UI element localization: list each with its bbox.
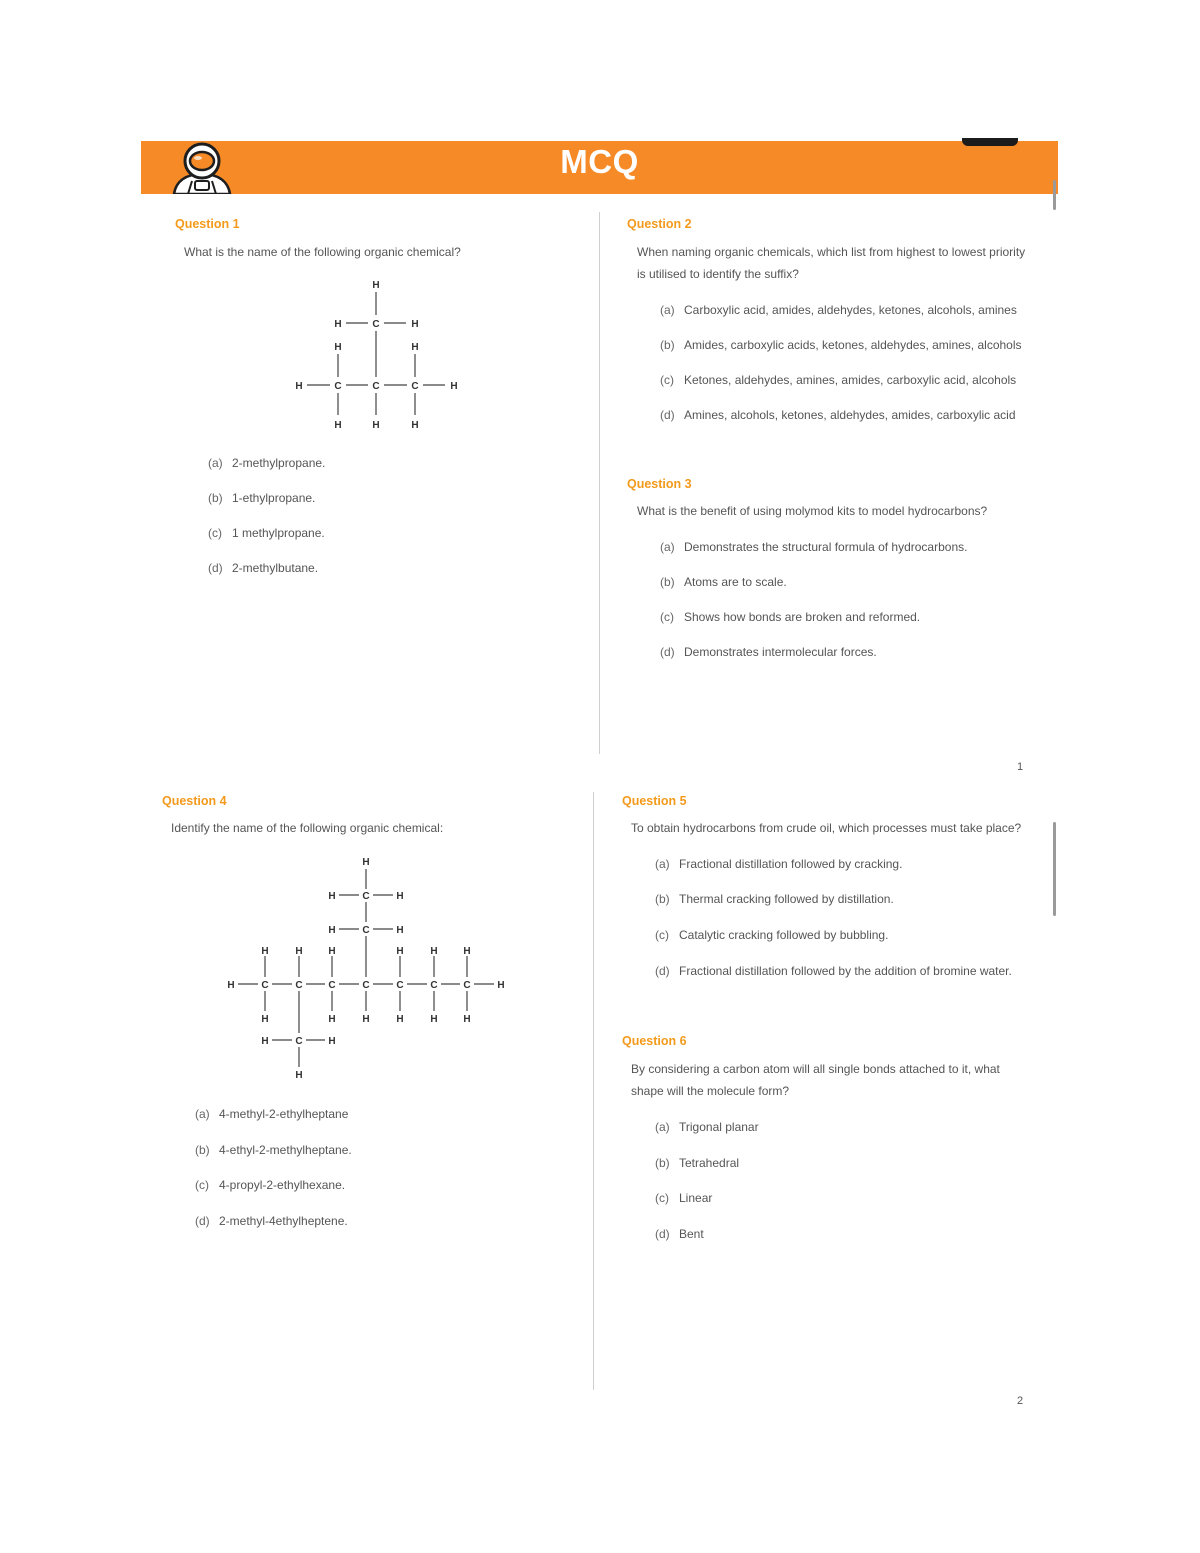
- scrollbar[interactable]: [1053, 822, 1056, 916]
- atom-h: H: [411, 342, 419, 353]
- atom-c: C: [411, 381, 419, 392]
- question-4-text: Identify the name of the following organic chemical:: [171, 821, 444, 835]
- atom-c: C: [362, 980, 370, 991]
- atom-c: C: [362, 891, 370, 902]
- astronaut-icon: [172, 141, 232, 199]
- atom-h: H: [411, 420, 419, 431]
- atom-h: H: [261, 1036, 269, 1047]
- question-6-text-line2: shape will the molecule form?: [631, 1084, 790, 1098]
- atom-h: H: [295, 1070, 303, 1081]
- question-6-text: By considering a carbon atom will all single bonds attached to it, what: [631, 1062, 1000, 1076]
- atom-c: C: [372, 319, 380, 330]
- atom-c: C: [334, 381, 342, 392]
- question-4-title: Question 4: [162, 794, 227, 808]
- atom-h: H: [396, 891, 404, 902]
- atom-h: H: [328, 1036, 336, 1047]
- atom-h: H: [295, 946, 303, 957]
- atom-h: H: [261, 946, 269, 957]
- column-divider: [593, 792, 594, 1390]
- atom-h: H: [227, 980, 235, 991]
- question-6-option-c[interactable]: (c) Linear: [655, 1191, 713, 1205]
- question-4-option-a[interactable]: (a) 4-methyl-2-ethylheptane: [195, 1107, 349, 1121]
- atom-h: H: [362, 857, 370, 868]
- atom-c: C: [261, 980, 269, 991]
- page-number: 1: [1017, 761, 1024, 773]
- question-5-text: To obtain hydrocarbons from crude oil, which processes must take place?: [631, 821, 1022, 835]
- atom-h: H: [463, 1014, 471, 1025]
- question-5-title: Question 5: [622, 794, 687, 808]
- question-3-text: What is the benefit of using molymod kits to model hydrocarbons?: [637, 504, 988, 518]
- atom-h: H: [396, 1014, 404, 1025]
- question-3-option-d[interactable]: (d) Demonstrates intermolecular forces.: [660, 645, 877, 659]
- atom-h: H: [497, 980, 505, 991]
- atom-c: C: [463, 980, 471, 991]
- banner-title: MCQ: [560, 143, 639, 180]
- atom-h: H: [372, 420, 380, 431]
- page-number: 2: [1017, 1395, 1024, 1407]
- question-4-option-c[interactable]: (c) 4-propyl-2-ethylhexane.: [195, 1178, 346, 1192]
- atom-h: H: [430, 1014, 438, 1025]
- structure-2-methylpropane: [290, 275, 470, 440]
- question-4-option-b[interactable]: (b) 4-ethyl-2-methylheptane.: [195, 1143, 352, 1157]
- structure-4-ethyl-2-methylheptane: [220, 850, 515, 1087]
- atom-c: C: [362, 925, 370, 936]
- question-3-title: Question 3: [627, 477, 692, 491]
- question-5-option-b[interactable]: (b) Thermal cracking followed by distillation.: [655, 892, 894, 906]
- atom-h: H: [334, 420, 342, 431]
- atom-h: H: [396, 946, 404, 957]
- question-3-option-a[interactable]: (a) Demonstrates the structural formula of hydrocarbons.: [660, 540, 968, 554]
- question-1-text: What is the name of the following organic chemical?: [184, 245, 461, 259]
- question-5-option-c[interactable]: (c) Catalytic cracking followed by bubbling.: [655, 928, 889, 942]
- atom-h: H: [261, 1014, 269, 1025]
- question-2-option-c[interactable]: (c) Ketones, aldehydes, amines, amides, carboxylic acid, alcohols: [660, 373, 1017, 387]
- atom-h: H: [362, 1014, 370, 1025]
- question-5-option-a[interactable]: (a) Fractional distillation followed by cracking.: [655, 857, 903, 871]
- question-2-text-line2: is utilised to identify the suffix?: [637, 267, 799, 281]
- atom-h: H: [334, 342, 342, 353]
- atom-h: H: [430, 946, 438, 957]
- atom-h: H: [328, 946, 336, 957]
- question-2-option-b[interactable]: (b) Amides, carboxylic acids, ketones, aldehydes, amines, alcohols: [660, 338, 1022, 352]
- question-5-option-d[interactable]: (d) Fractional distillation followed by the addition of bromine water.: [655, 964, 1012, 978]
- atom-h: H: [334, 319, 342, 330]
- atom-c: C: [396, 980, 404, 991]
- question-1-option-a[interactable]: (a) 2-methylpropane.: [208, 456, 326, 470]
- atom-h: H: [328, 891, 336, 902]
- question-6-title: Question 6: [622, 1034, 687, 1048]
- banner-tab: [962, 138, 1018, 146]
- question-6-option-b[interactable]: (b) Tetrahedral: [655, 1156, 740, 1170]
- question-2-option-d[interactable]: (d) Amines, alcohols, ketones, aldehydes, amides, carboxylic acid: [660, 408, 1016, 422]
- scrollbar[interactable]: [1053, 180, 1056, 210]
- header-banner: [141, 141, 1058, 194]
- atom-h: H: [463, 946, 471, 957]
- question-6-option-a[interactable]: (a) Trigonal planar: [655, 1120, 759, 1134]
- atom-h: H: [396, 925, 404, 936]
- question-2-text: When naming organic chemicals, which list from highest to lowest priority: [637, 245, 1026, 259]
- atom-c: C: [295, 980, 303, 991]
- question-3-option-c[interactable]: (c) Shows how bonds are broken and reformed.: [660, 610, 921, 624]
- atom-h: H: [411, 319, 419, 330]
- question-6-option-d[interactable]: (d) Bent: [655, 1227, 704, 1241]
- question-4-option-d[interactable]: (d) 2-methyl-4ethylheptene.: [195, 1214, 348, 1228]
- question-1-option-d[interactable]: (d) 2-methylbutane.: [208, 561, 319, 575]
- atom-c: C: [372, 381, 380, 392]
- question-1-title: Question 1: [175, 217, 240, 231]
- question-3-option-b[interactable]: (b) Atoms are to scale.: [660, 575, 787, 589]
- atom-h: H: [450, 381, 458, 392]
- question-2-title: Question 2: [627, 217, 692, 231]
- question-1-option-c[interactable]: (c) 1 methylpropane.: [208, 526, 325, 540]
- atom-h: H: [295, 381, 303, 392]
- atom-c: C: [295, 1036, 303, 1047]
- atom-c: C: [430, 980, 438, 991]
- atom-h: H: [328, 1014, 336, 1025]
- question-2-option-a[interactable]: (a) Carboxylic acid, amides, aldehydes, ketones, alcohols, amines: [660, 303, 1017, 317]
- question-1-option-b[interactable]: (b) 1-ethylpropane.: [208, 491, 316, 505]
- atom-c: C: [328, 980, 336, 991]
- atom-h: H: [328, 925, 336, 936]
- column-divider: [599, 212, 600, 754]
- atom-h: H: [372, 280, 380, 291]
